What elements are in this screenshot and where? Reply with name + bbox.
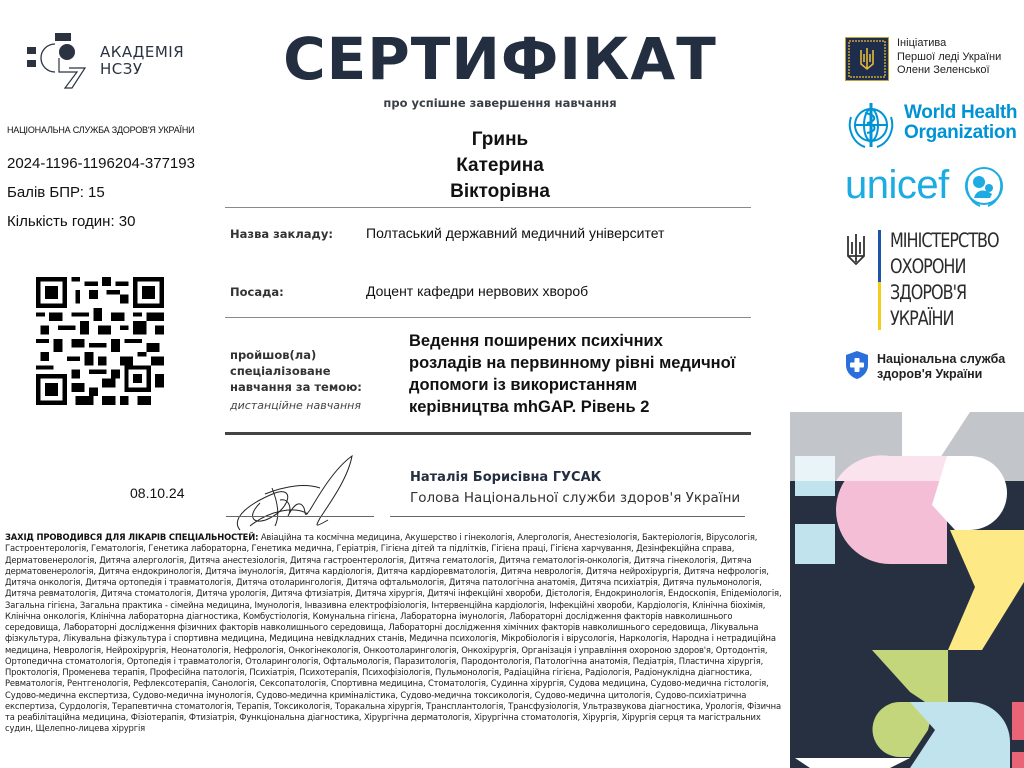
signer-name: Наталія Борисівна ГУСАК (410, 470, 602, 485)
topic-label-line: навчання за темою: (230, 380, 362, 394)
recipient-name (380, 127, 620, 205)
moh-line: УКРАЇНИ (890, 307, 954, 330)
specialties-list (5, 532, 785, 735)
certificate-id: 2024-1196-1196204-377193 (7, 155, 195, 172)
training-hours: Кількість годин: 30 (7, 213, 136, 230)
nszu-logo-text (877, 352, 1005, 382)
institution-value: Полтаський державний медичний університет (366, 225, 665, 241)
training-topic (409, 330, 769, 418)
training-mode: дистанційне навчання (230, 399, 361, 412)
position-label: Посада: (230, 285, 284, 299)
first-lady-line: Олени Зеленської (897, 64, 990, 76)
certificate-title: СЕРТИФІКАТ (283, 25, 717, 93)
training-topic-line: розладів на первинному рівні медичної (409, 354, 736, 372)
nszu-shield-icon (845, 350, 869, 380)
issue-date: 08.10.24 (130, 485, 185, 501)
organization-caption: НАЦІОНАЛЬНА СЛУЖБА ЗДОРОВ'Я УКРАЇНИ (7, 125, 195, 135)
qr-code-icon[interactable] (36, 277, 164, 405)
first-lady-initiative-text (897, 37, 1001, 78)
unicef-emblem-icon (962, 164, 1006, 208)
first-lady-line: Першої леді України (897, 50, 1002, 63)
moh-blue-bar (878, 230, 881, 282)
who-line: Organization (904, 122, 1017, 143)
first-lady-line: Ініціатива (897, 37, 947, 49)
topic-label-line: спеціалізоване (230, 364, 331, 378)
nszu-line: здоров'я України (877, 367, 983, 381)
topic-label-line: пройшов(ла) (230, 348, 317, 362)
first-lady-trident-icon (845, 37, 889, 81)
signer-role: Голова Національної служби здоров'я України (410, 490, 741, 506)
ukraine-trident-icon (845, 232, 867, 268)
academy-logo-line1: АКАДЕМІЯ (100, 43, 185, 61)
specialties-heading: ЗАХІД ПРОВОДИВСЯ ДЛЯ ЛІКАРІВ СПЕЦІАЛЬНОСТЕЙ: (5, 532, 259, 542)
divider (225, 207, 751, 208)
academy-logo-line2: НСЗУ (100, 60, 143, 78)
certificate-subtitle: про успішне завершення навчання (383, 96, 617, 110)
training-topic-line: Ведення поширених психічних (409, 332, 663, 350)
nszu-line: Національна служба (877, 352, 1006, 366)
divider (225, 317, 751, 318)
institution-label: Назва закладу: (230, 227, 333, 241)
divider-thick (225, 432, 751, 435)
specialties-text: Авіаційна та космічна медицина, Акушерство і гінекологія, Алергологія, Анестезіологія, Бактеріологія, Вірусологія, Гастроентерологія, Гематологія, Генетика лабораторна, Генетика медична, Геріатрія, Гігієна дітей та підлітків, Гігієна праці, Гігієна харчування, Дезінфекційна справа, Дерматовенерологія, Дитяча алергологія, Дитяча анестезіологія, Дитяча гастроентерологія, Дитяча гематологія, Дитяча гематологія-онкологія, Дитяча гінекологія, Дитяча дерматовенерологія, Дитяча ендокринологія, Дитяча імунологія, Дитяча кардіологія, Дитяча кардіоревматологія, Дитяча неврологія, Дитяча нейрохірургія, Дитяча нефрологія, Дитяча онкологія, Дитяча ортопедія і травматологія, Дитяча отоларингологія, Дитяча офтальмологія, Дитяча патологічна анатомія, Дитяча психіатрія, Дитяча пульмонологія, Дитяча ревматологія, Дитяча стоматологія, Дитяча урологія, Дитяча фтизіатрія, Дитяча хірургія, Дитячі інфекційні хвороби, Дієтологія, Ендокринологія, Ендоскопія, Епідеміологія, Загальна гігієна, Загальна практика - сімейна медицина, Імунологія, Інвазивна електрофізіологія, Інтервенційна кардіологія, Інфекційні хвороби, Кардіологія, Клінічна біохімія, Клінічна онкологія, Клінічна лабораторна діагностика, Комбустіологія, Комунальна гігієна, Лабораторна імунологія, Лабораторні дослідження факторів навколишнього середовища, Лабораторні дослідження фізичних факторів навколишнього середовища, Лабораторні дослідження хімічних факторів навколишнього середовища, Лікувальна фізкультура, Лікувальна фізкультура і спортивна медицина, Медицина невідкладних станів, Медична психологія, Мікробіологія і вірусологія, Наркологія, Народна і нетрадиційна медицина, Неврологія, Нейрохірургія, Неонатологія, Нефрологія, Онкогінекологія, Онкоотоларингологія, Онкохірургія, Організація і управління охороною здоров'я, Ортодонтія, Ортопедична стоматологія, Ортопедія і травматологія, Отоларингологія, Офтальмологія, Паразитологія, Пародонтологія, Патологічна анатомія, Педіатрія, Пластична хірургія, Проктологія, Променева терапія, Професійна патологія, Психіатрія, Психотерапія, Психофізіологія, Пульмонологія, Радіаційна гігієна, Радіологія, Радіонуклідна діагностика, Ревматологія, Рентгенологія, Рефлексотерапія, Санологія, Сексопатологія, Спортивна медицина, Стоматологія, Судинна хірургія, Судова медицина, Судово-медична гістологія, Судово-медична експертиза, Судово-медична імунологія, Судово-медична криміналістика, Судово-медична токсикологія, Судово-медична цитологія, Судово-психіатрична експертиза, Сурдологія, Терапевтична стоматологія, Терапія, Токсикологія, Торакальна хірургія, Трансплантологія, Трансфузіологія, Ультразвукова діагностика, Урологія, Фізична та реабілітаційна медицина, Фізіотерапія, Фтизіатрія, Функціональна діагностика, Хірургічна дерматологія, Хірургічна стоматологія, Хірургія, Хірургія серця та магістральних судин, Щелепно-лицева хірургія (5, 532, 782, 734)
moh-yellow-bar (878, 282, 881, 330)
moh-logo-text (890, 228, 999, 332)
topic-label (230, 347, 390, 395)
recipient-last-name: Гринь (471, 129, 529, 150)
training-topic-line: допомоги із використанням (409, 376, 638, 394)
moh-line: ОХОРОНИ (890, 255, 966, 278)
signer-line (390, 516, 745, 517)
training-topic-line: керівництва mhGAP. Рівень 2 (409, 398, 650, 416)
unicef-logo-text: unicef (845, 163, 949, 207)
signature-icon (220, 448, 360, 538)
position-value: Доцент кафедри нервових хвороб (366, 283, 589, 299)
moh-line: ЗДОРОВ'Я (890, 281, 967, 304)
decorative-geometric-art (790, 412, 1024, 768)
recipient-patronymic: Вікторівна (450, 181, 550, 202)
cpd-points: Балів БПР: 15 (7, 184, 105, 201)
who-logo-text (904, 103, 1017, 143)
signature-line (226, 516, 374, 517)
moh-line: МІНІСТЕРСТВО (890, 229, 999, 252)
recipient-first-name: Катерина (456, 155, 544, 176)
academy-logo-text (100, 44, 184, 78)
who-emblem-icon (845, 99, 897, 151)
who-line: World Health (904, 102, 1018, 123)
